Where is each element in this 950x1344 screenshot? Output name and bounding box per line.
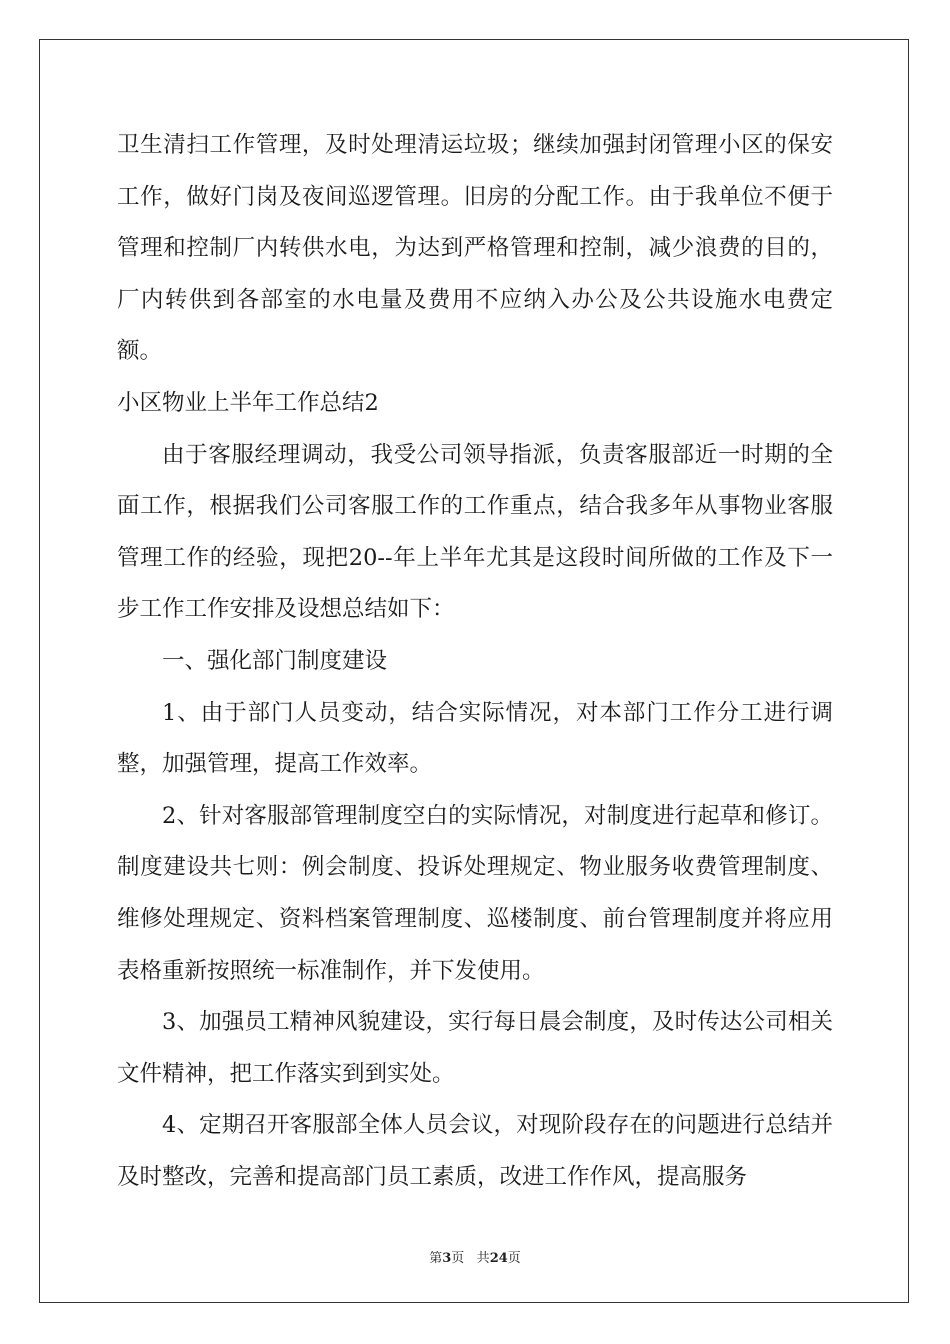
total-pages: 24 [489, 1251, 508, 1266]
document-body [117, 120, 833, 1203]
list-item-2: 2、针对客服部管理制度空白的实际情况，对制度进行起草和修订。制度建设共七则：例会制度、投诉处理规定、物业服务收费管理制度、维修处理规定、资料档案管理制度、巡楼制度、前台管理制度并将应用表格重新按照统一标准制作，并下发使用。 [117, 802, 833, 984]
page-number: 3 [442, 1251, 452, 1266]
list-item-3: 3、加强员工精神风貌建设，实行每日晨会制度，及时传达公司相关文件精神，把工作落实到到实处。 [117, 1009, 833, 1087]
page-footer [0, 1247, 950, 1266]
page-suffix: 页 [451, 1251, 465, 1266]
list-item-4: 4、定期召开客服部全体人员会议，对现阶段存在的问题进行总结并及时整改，完善和提高部门员工素质，改进工作作风，提高服务 [117, 1112, 833, 1190]
paragraph-intro: 由于客服经理调动，我受公司领导指派，负责客服部近一时期的全面工作，根据我们公司客服工作的工作重点，结合我多年从事物业客服管理工作的经验，现把20--年上半年尤其是这段时间所做的工作及下一步工作工作安排及设想总结如下： [117, 441, 833, 623]
list-item-1: 1、由于部门人员变动，结合实际情况，对本部门工作分工进行调整，加强管理，提高工作效率。 [117, 699, 833, 778]
subheading-1: 一、强化部门制度建设 [162, 647, 388, 674]
total-suffix: 页 [507, 1251, 521, 1266]
paragraph-1: 卫生清扫工作管理，及时处理清运垃圾；继续加强封闭管理小区的保安工作，做好门岗及夜间巡逻管理。旧房的分配工作。由于我单位不便于管理和控制厂内转供水电，为达到严格管理和控制，减少浪费的目的，厂内转供到各部室的水电量及费用不应纳入办公及公共设施水电费定额。 [117, 132, 833, 365]
page-prefix: 第 [429, 1251, 443, 1266]
section-heading: 小区物业上半年工作总结2 [117, 389, 379, 416]
total-prefix: 共 [476, 1251, 490, 1266]
